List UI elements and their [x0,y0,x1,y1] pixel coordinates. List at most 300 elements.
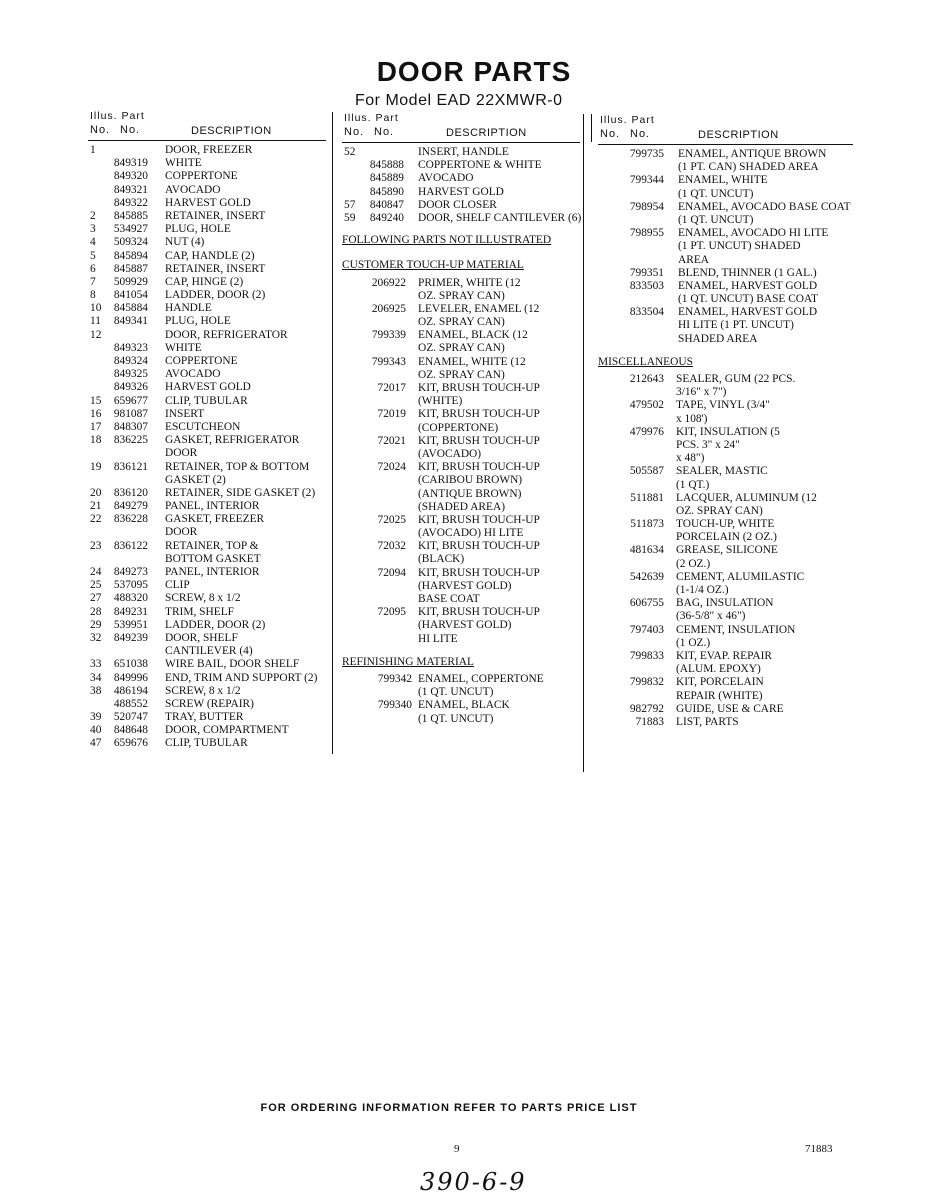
parts-column-3 [598,114,853,729]
part-row [88,144,326,157]
illus-number: 5 [90,249,96,262]
part-description: RETAINER, TOP & BOTTOM [165,460,310,473]
part-description: CAP, HANDLE (2) [165,249,255,262]
part-description: CANTILEVER (4) [165,645,253,658]
part-row [598,676,853,689]
column-divider [591,114,592,142]
illus-number: 25 [90,579,102,592]
part-row [598,544,853,557]
part-number: 799339 [371,329,406,342]
part-description: (SHADED AREA) [418,500,506,513]
part-number: 845885 [113,209,148,222]
part-number: 845884 [113,302,148,315]
part-description: KIT, BRUSH TOUCH-UP [418,434,540,447]
part-description: RETAINER, INSERT [165,262,266,275]
part-row [598,319,853,332]
part-row [88,421,326,434]
part-number: 505587 [629,465,664,478]
part-row [598,174,853,187]
part-row [88,342,326,355]
part-number: 479976 [629,425,664,438]
part-row [88,408,326,421]
part-description: WIRE BAIL, DOOR SHELF [165,658,300,671]
part-description: (2 OZ.) [676,557,711,570]
part-number: 849239 [113,631,148,644]
part-row [342,212,580,225]
part-description: REPAIR (WHITE) [676,689,763,702]
illus-number: 20 [90,486,102,499]
part-description: (AVOCADO) [418,447,482,460]
part-row [598,624,853,637]
part-row [598,306,853,319]
part-description: GASKET (2) [165,473,226,486]
part-number: 836225 [113,434,148,447]
part-row [342,686,580,699]
part-row [88,619,326,632]
part-row [598,254,853,267]
part-number: 982792 [629,702,664,715]
part-description: END, TRIM AND SUPPORT (2) [165,671,318,684]
part-number: 206925 [371,302,406,315]
part-row [342,699,580,712]
part-number: 848307 [113,420,148,433]
part-description: RETAINER, SIDE GASKET (2) [165,486,316,499]
part-row [88,355,326,368]
part-description: KIT, INSULATION (5 [676,425,780,438]
part-description: INSERT [165,407,205,420]
part-row [88,157,326,170]
part-number: 849324 [113,355,148,367]
part-row [598,399,853,412]
column-header [342,112,580,146]
part-description: SCREW (REPAIR) [165,697,254,710]
part-description: BASE COAT [418,593,480,605]
part-row [88,289,326,302]
part-number: 72021 [377,434,406,447]
part-description: KIT, BRUSH TOUCH-UP [418,606,540,619]
section-refinishing: REFINISHING MATERIAL [342,655,474,668]
part-number: 72032 [377,540,406,553]
part-description: ENAMEL, BLACK (12 [418,329,528,342]
part-description: WHITE [165,341,202,354]
part-description: WHITE [165,157,202,170]
part-row [598,214,853,227]
part-row [598,333,853,346]
illus-number: 34 [90,671,102,684]
part-description: x 108') [676,412,708,425]
part-row [598,663,853,676]
part-row [88,487,326,500]
part-row [598,426,853,439]
part-row [342,713,580,726]
part-row [342,408,580,421]
part-row [598,558,853,571]
part-row [88,711,326,724]
part-row [88,645,326,658]
part-number: 849240 [369,211,404,224]
part-description: ENAMEL, HARVEST GOLD [678,306,818,319]
part-description: (ANTIQUE BROWN) [418,487,522,500]
parts-column-1 [88,110,326,751]
part-row [598,373,853,386]
part-row [598,518,853,531]
part-description: (1 PT. UNCUT) SHADED [678,240,801,253]
illus-number: 8 [90,289,96,302]
part-row [598,161,853,174]
part-description: 3/16" x 7") [676,386,727,399]
part-row [598,293,853,306]
part-number: 511873 [630,518,664,531]
part-number: 72025 [377,513,406,526]
part-description: SHADED AREA [678,332,758,345]
part-description: (HARVEST GOLD) [418,619,512,632]
part-number: 799735 [629,148,664,160]
part-row [88,447,326,460]
part-number: 798954 [629,200,664,213]
part-description: GASKET, REFRIGERATOR [165,434,300,447]
part-number: 651038 [113,658,148,671]
part-row [598,716,853,729]
part-description: (ALUM. EPOXY) [676,663,761,676]
part-number: 845887 [113,262,148,275]
model-subtitle: For Model EAD 22XMWR-0 [355,92,563,109]
header-description: DESCRIPTION [698,129,779,141]
part-description: AVOCADO [165,368,221,381]
part-description: PRIMER, WHITE (12 [418,276,521,289]
part-description: AVOCADO [418,172,474,185]
part-row [598,240,853,253]
part-description: KIT, BRUSH TOUCH-UP [418,513,540,526]
part-number: 848648 [113,724,148,737]
part-description: DOOR, SHELF CANTILEVER (6) [418,211,582,224]
part-row [88,658,326,671]
part-row [598,188,853,201]
part-row [342,290,580,303]
part-number: 71883 [635,715,664,728]
part-number: 849320 [113,170,148,183]
part-description: LACQUER, ALUMINUM (12 [676,491,817,504]
part-number: 72095 [377,606,406,619]
header-rule [88,140,326,141]
part-number: 799344 [629,174,664,187]
part-description: HI LITE (1 PT. UNCUT) [678,319,794,332]
part-row [88,184,326,197]
part-description: TAPE, VINYL (3/4" [676,399,770,412]
part-row [598,571,853,584]
part-row [342,488,580,501]
part-row [598,650,853,663]
part-description: INSERT, HANDLE [418,146,509,158]
part-row [342,606,580,619]
part-description: TRIM, SHELF [165,605,234,618]
part-number: 509929 [113,275,148,288]
part-number: 72024 [377,461,406,474]
part-number: 833504 [629,306,664,319]
part-row [88,592,326,605]
part-number: 481634 [629,544,664,557]
illus-number: 24 [90,566,102,578]
part-number: 488320 [113,592,148,605]
part-description: PLUG, HOLE [165,315,231,328]
part-row [342,277,580,290]
part-row [88,540,326,553]
part-description: OZ. SPRAY CAN) [676,504,763,517]
part-row [342,673,580,686]
part-row [342,342,580,355]
part-number: 534927 [113,223,148,236]
part-description: DOOR, FREEZER [165,144,253,156]
parts-column-2 [342,112,580,726]
part-number: 849323 [113,341,148,354]
part-number: 520747 [113,711,148,724]
part-number: 479502 [629,399,664,412]
part-description: OZ. SPRAY CAN) [418,368,505,381]
part-description: COPPERTONE [165,355,238,367]
part-row [88,170,326,183]
illus-number: 52 [344,146,356,158]
illus-number: 4 [90,236,96,249]
part-row [342,553,580,566]
part-description: PANEL, INTERIOR [165,500,260,513]
part-number: 836228 [113,513,148,526]
part-row [342,316,580,329]
part-description: PLUG, HOLE [165,223,231,236]
illus-number: 29 [90,618,102,631]
part-row [342,567,580,580]
illus-number: 27 [90,592,102,605]
part-description: ENAMEL, ANTIQUE BROWN [678,148,827,160]
part-number: 542639 [629,570,664,583]
part-description: KIT, BRUSH TOUCH-UP [418,461,540,474]
illus-number: 7 [90,275,96,288]
part-description: HARVEST GOLD [165,381,251,394]
part-number: 845894 [113,249,148,262]
part-description: PORCELAIN (2 OZ.) [676,531,777,544]
part-row [598,267,853,280]
illus-number: 47 [90,737,102,750]
part-row [598,148,853,161]
part-row [342,303,580,316]
part-number: 849321 [113,183,148,196]
part-description: CLIP, TUBULAR [165,737,248,750]
part-number: 849319 [113,157,148,170]
part-number: 72094 [377,566,406,579]
ordering-note: FOR ORDERING INFORMATION REFER TO PARTS PRICE LIST [260,1102,638,1114]
part-description: AVOCADO [165,183,221,196]
part-row [88,553,326,566]
part-description: KIT, BRUSH TOUCH-UP [418,566,540,579]
part-row [88,434,326,447]
header-rule [342,142,580,143]
illus-number: 22 [90,513,102,526]
part-description: OZ. SPRAY CAN) [418,316,505,329]
part-description: DOOR [165,447,198,460]
part-row [88,329,326,342]
part-description: GREASE, SILICONE [676,544,778,557]
part-number: 849322 [113,196,148,209]
part-description: OZ. SPRAY CAN) [418,289,505,302]
part-row [342,186,580,199]
part-description: BOTTOM GASKET [165,552,261,565]
handwritten-note: 390-6-9 [420,1168,527,1196]
column-header [598,114,853,148]
part-row [88,737,326,750]
part-row [342,540,580,553]
part-description: KIT, BRUSH TOUCH-UP [418,382,540,394]
part-row [342,329,580,342]
part-description: KIT, BRUSH TOUCH-UP [418,540,540,553]
part-description: (WHITE) [418,395,463,408]
part-description: DOOR [165,526,198,539]
part-row [598,479,853,492]
part-number: 659676 [113,737,148,750]
part-number: 799343 [371,355,406,368]
section-not-illustrated: FOLLOWING PARTS NOT ILLUSTRATED [342,234,552,247]
part-row [342,382,580,395]
part-description: (1 QT.) [676,478,710,491]
part-number: 799342 [377,672,412,685]
part-description: TRAY, BUTTER [165,711,244,724]
illus-number: 1 [90,144,96,156]
part-number: 836120 [113,486,148,499]
part-description: (1 OZ.) [676,636,711,649]
part-number: 799832 [629,676,664,689]
part-row [598,452,853,465]
part-description: NUT (4) [165,236,205,249]
part-number: 486194 [113,684,148,697]
column-divider [332,112,333,754]
part-number: 849326 [113,381,148,394]
illus-number: 57 [344,198,356,211]
column-header [88,110,326,144]
part-number: 606755 [629,597,664,610]
part-number: 833503 [629,279,664,292]
part-description: KIT, EVAP. REPAIR [676,649,772,662]
part-row [342,422,580,435]
part-description: BAG, INSULATION [676,597,774,610]
page-title: DOOR PARTS [376,56,572,87]
illus-number: 10 [90,302,102,315]
part-row [598,531,853,544]
part-description: HANDLE [165,302,212,315]
part-number: 849341 [113,315,148,328]
part-description: GUIDE, USE & CARE [676,702,784,715]
part-number: 72017 [377,382,406,394]
part-description: SEALER, GUM (22 PCS. [676,373,796,385]
part-row [88,672,326,685]
part-description: SCREW, 8 x 1/2 [165,592,241,605]
part-description: RETAINER, INSERT [165,209,266,222]
part-description: SEALER, MASTIC [676,465,768,478]
part-row [342,159,580,172]
part-row [342,593,580,606]
part-number: 799340 [377,699,412,712]
part-row [88,276,326,289]
part-number: 797403 [629,623,664,636]
part-row [598,690,853,703]
illus-number: 2 [90,209,96,222]
part-number: 845889 [369,172,404,185]
part-description: TOUCH-UP, WHITE [676,518,775,531]
part-row [342,580,580,593]
part-row [88,395,326,408]
part-row [598,703,853,716]
part-description: PANEL, INTERIOR [165,566,260,578]
part-row [598,637,853,650]
part-description: (AVOCADO) HI LITE [418,527,524,540]
illus-number: 11 [90,315,101,328]
part-description: DOOR, REFRIGERATOR [165,328,288,341]
part-row [88,685,326,698]
section-miscellaneous: MISCELLANEOUS [598,355,693,368]
part-description: ENAMEL, HARVEST GOLD [678,279,818,292]
part-description: (COPPERTONE) [418,421,499,434]
part-description: x 48") [676,452,705,465]
part-description: (1-1/4 OZ.) [676,584,729,596]
part-number: 849996 [113,671,148,684]
part-number: 845888 [369,159,404,172]
part-description: (1 QT. UNCUT) [418,712,494,725]
part-row [88,698,326,711]
part-description: COPPERTONE [165,170,238,183]
part-description: COPPERTONE & WHITE [418,159,542,172]
part-description: (1 QT. UNCUT) [678,187,754,200]
part-number: 849273 [113,566,148,578]
illus-number: 3 [90,223,96,236]
part-description: LADDER, DOOR (2) [165,618,266,631]
part-row [88,236,326,249]
illus-number: 40 [90,724,102,737]
part-row [598,505,853,518]
part-row [598,413,853,426]
illus-number: 12 [90,328,102,341]
illus-number: 33 [90,658,102,671]
part-description: HI LITE [418,632,458,645]
part-row [342,199,580,212]
part-description: GASKET, FREEZER [165,513,265,526]
part-number: 841054 [113,289,148,302]
illus-number: 19 [90,460,102,473]
part-description: (1 PT. CAN) SHADED AREA [678,161,819,174]
illus-number: 38 [90,684,102,697]
part-row [88,579,326,592]
header-description: DESCRIPTION [446,127,527,139]
part-description: LEVELER, ENAMEL (12 [418,302,540,315]
part-row [342,172,580,185]
part-row [88,197,326,210]
header-illus-part: Illus. Part [600,114,655,126]
part-row [88,632,326,645]
part-description: HARVEST GOLD [165,196,251,209]
part-row [88,566,326,579]
part-row [88,606,326,619]
part-description: (1 QT. UNCUT) [418,686,494,699]
part-number: 511881 [630,491,664,504]
header-illus-part: Illus. Part [344,112,399,124]
part-row [88,474,326,487]
part-row [88,500,326,513]
part-description: ENAMEL, AVOCADO HI LITE [678,227,829,240]
part-number: 981087 [113,407,148,420]
part-row [342,514,580,527]
part-number: 509324 [113,236,148,249]
illus-number: 18 [90,434,102,447]
part-description: HARVEST GOLD [418,185,504,198]
part-row [342,395,580,408]
part-row [342,474,580,487]
section-touchup: CUSTOMER TOUCH-UP MATERIAL [342,259,524,272]
part-description: (36-5/8" x 46") [676,610,746,623]
